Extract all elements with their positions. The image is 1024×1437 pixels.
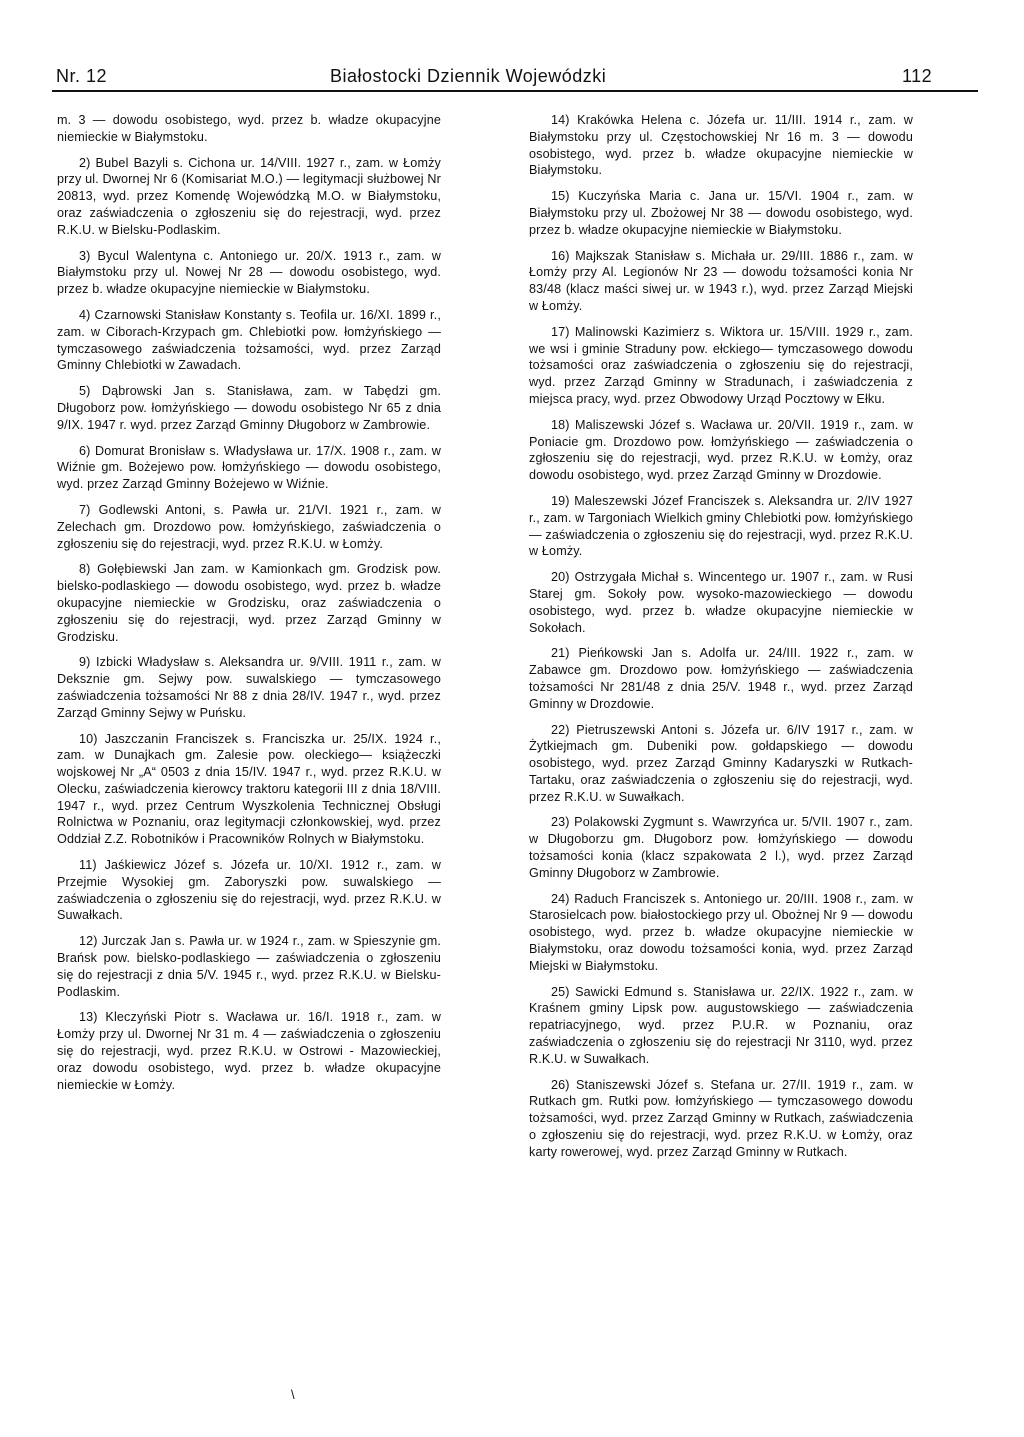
entry-4: 4) Czarnowski Stanisław Konstanty s. Teofila ur. 16/XI. 1899 r., zam. w Ciborach-Krzypach gm. Chlebiotki pow. łomżyńskiego — tymczasowego zaświadczenia tożsamości, wyd. przez Zarząd Gminny Chlebiotki w Zawadach. [57,307,441,373]
page-number: 112 [902,66,933,86]
entry-19: 19) Maleszewski Józef Franciszek s. Aleksandra ur. 2/IV 1927 r., zam. w Targoniach Wielkich gminy Chlebiotki pow. łomżyńskiego — zaświadczenia o zgłoszeniu się do rejestracji, wyd. przez R.K.U. w Łomży. [529,493,913,559]
entry-18: 18) Maliszewski Józef s. Wacława ur. 20/VII. 1919 r., zam. w Poniacie gm. Drozdowo pow. łomżyńskiego — zaświadczenia o zgłoszeniu się do rejestracji, wyd. przez R.K.U. w Łomży, oraz dowodu osobistego, wyd. przez Zarząd Gminny w Drozdowie. [529,417,913,483]
entry-13: 13) Kleczyński Piotr s. Wacława ur. 16/I. 1918 r., zam. w Łomży przy ul. Dwornej Nr 31 m. 4 — zaświadczenia o zgłoszeniu się do rejestracji, wyd. przez R.K.U. w Ostrowi - Mazowieckiej, oraz dowodu osobistego, wyd. przez b. władze okupacyjne niemieckie w Łomży. [57,1010,441,1092]
entry-21: 21) Pieńkowski Jan s. Adolfa ur. 24/III. 1922 r., zam. w Zabawce gm. Drozdowo pow. łomżyńskiego — zaświadczenia tożsamości Nr 281/48 z dnia 25/V. 1948 r., wyd. przez Zarząd Gminny w Drozdowie. [529,646,913,711]
entry-2: 2) Bubel Bazyli s. Cichona ur. 14/VIII. 1927 r., zam. w Łomży przy ul. Dwornej Nr 6 (Komisariat M.O.) — legitymacji służbowej Nr 20813, wyd. przez Komendę Wojewódzką M.O. w Białymstoku, oraz zaświadczenia o zgłoszeniu się do rejestracji, wyd. przez R.K.U. w Bielsku-Podlaskim. [57,155,441,237]
entry-26: 26) Staniszewski Józef s. Stefana ur. 27/II. 1919 r., zam. w Rutkach gm. Rutki pow. łomżyńskiego — tymczasowego dowodu tożsamości, wyd. przez Zarząd Gminny w Rutkach, zaświadczenia o zgłoszeniu się do rejestracji, wyd. przez R.K.U. w Łomży, oraz karty rowerowej, wyd. przez Zarząd Gminny w Rutkach. [529,1077,913,1159]
left-column [57,112,441,1102]
entry-22: 22) Pietruszewski Antoni s. Józefa ur. 6/IV 1917 r., zam. w Żytkiejmach gm. Dubeniki pow. gołdapskiego — dowodu osobistego, wyd. przez Zarząd Gminny Kadaryszki w Rutkach-Tartaku, oraz zaświadczenia o zgłoszeniu się do rejestracji, wyd. przez R.K.U. w Suwałkach. [529,722,913,804]
entry-9: 9) Izbicki Władysław s. Aleksandra ur. 9/VIII. 1911 r., zam. w Deksznie gm. Sejwy pow. suwalskiego — tymczasowego zaświadczenia tożsamości Nr 88 z dnia 28/IV. 1947 r., wyd. przez Zarząd Gminny Sejwy w Puńsku. [57,655,441,720]
entry-6: 6) Domurat Bronisław s. Władysława ur. 17/X. 1908 r., zam. w Wiźnie gm. Bożejewo pow. łomżyńskiego — dowodu osobistego, wyd. przez Zarząd Gminny Bożejewo w Wiźnie. [57,443,441,492]
entry-17: 17) Malinowski Kazimierz s. Wiktora ur. 15/VIII. 1929 r., zam. we wsi i gminie Straduny pow. ełckiego— tymczasowego dowodu tożsamości oraz zaświadczenia o zgłoszeniu się do rejestracji, wyd. przez Zarząd Gminny w Stradunach, i zaświadczenia z miejsca pracy, wyd. przez Obwodowy Urząd Pocztowy w Ełku. [529,324,913,406]
entry-25: 25) Sawicki Edmund s. Stanisława ur. 22/IX. 1922 r., zam. w Kraśnem gminy Lipsk pow. augustowskiego — zaświadczenia repatriacyjnego, wyd. przez P.U.R. w Poznaniu, oraz zaświadczenia o zgłoszeniu się do rejestracji Nr 3110, wyd. przez R.K.U. w Suwałkach. [529,984,913,1066]
entry-24: 24) Raduch Franciszek s. Antoniego ur. 20/III. 1908 r., zam. w Starosielcach pow. białostockiego przy ul. Obożnej Nr 9 — dowodu osobistego, wyd. przez b. władze okupacyjne niemieckie w Białymstoku, oraz dowodu tożsamości konia, wyd. przez Zarząd Miejski w Białymstoku. [529,891,913,973]
right-column [529,112,913,1170]
entry-16: 16) Majkszak Stanisław s. Michała ur. 29/III. 1886 r., zam. w Łomży przy Al. Legionów Nr 23 — dowodu tożsamości konia Nr 83/48 (klacz maści siwej ur. w 1943 r.), wyd. przez Zarząd Miejski w Łomży. [529,248,913,313]
entry-20: 20) Ostrzygała Michał s. Wincentego ur. 1907 r., zam. w Rusi Starej gm. Sokoły pow. wysoko-mazowieckiego — dowodu osobistego, wyd. przez b. władze okupacyjne niemieckie w Sokołach. [529,570,913,635]
entry-14: 14) Krakówka Helena c. Józefa ur. 11/III. 1914 r., zam. w Białymstoku przy ul. Częstochowskiej Nr 16 m. 3 — dowodu osobistego, wyd. przez b. władze okupacyjne niemieckie w Białymstoku. [529,113,913,178]
entry-11: 11) Jaśkiewicz Józef s. Józefa ur. 10/XI. 1912 r., zam. w Przejmie Wysokiej gm. Zaboryszki pow. suwalskiego — zaświadczenia o zgłoszeniu się do rejestracji, wyd. przez R.K.U. w Suwałkach. [57,858,441,923]
entry-8: 8) Gołębiewski Jan zam. w Kamionkach gm. Grodzisk pow. bielsko-podlaskiego — dowodu osobistego, wyd. przez b. władze okupacyjne niemieckie w Grodzisku, oraz zaświadczenia o zgłoszeniu się do rejestracji, wyd. przez Zarząd Gminny w Grodzisku. [57,562,441,644]
entry-1-continued: m. 3 — dowodu osobistego, wyd. przez b. władze okupacyjne niemieckie w Białymstoku. [57,113,441,144]
entry-7: 7) Godlewski Antoni, s. Pawła ur. 21/VI. 1921 r., zam. w Zelechach gm. Drozdowo pow. łomżyńskiego, zaświadczenia o zgłoszeniu się do rejestracji, wyd. przez R.K.U. w Łomży. [57,502,441,551]
stray-print-mark: \ [291,1387,295,1402]
issue-number: Nr. 12 [56,66,108,86]
header-rule [52,90,978,92]
entry-5: 5) Dąbrowski Jan s. Stanisława, zam. w Tabędzi gm. Długoborz pow. łomżyńskiego — dowodu osobistego Nr 65 z dnia 9/IX. 1947 r. wyd. przez Zarząd Gminny Długoborz w Zambrowie. [57,384,441,432]
entry-10: 10) Jaszczanin Franciszek s. Franciszka ur. 25/IX. 1924 r., zam. w Dunajkach gm. Zalesie pow. oleckiego— książeczki wojskowej Nr „A“ 0503 z dnia 15/IV. 1947 r., wyd. przez R.K.U. w Olecku, zaświadczenia kierowcy traktoru kategorii III z dnia 18/VIII. 1947 r., wyd. przez Centrum Wyszkolenia Technicznej Obsługi Rolnictwa w Poznaniu, oraz legitymacji członkowskiej, wyd. przez Oddział Z.Z. Robotników i Pracowników Rolnych w Białymstoku. [57,731,441,847]
entry-23: 23) Polakowski Zygmunt s. Wawrzyńca ur. 5/VII. 1907 r., zam. w Długoborzu gm. Długoborz pow. łomżyńskiego — dowodu tożsamości konia (klacz szpakowata 2 l.), wyd. przez Zarząd Gminny Długoborz w Zambrowie. [529,815,913,880]
entry-15: 15) Kuczyńska Maria c. Jana ur. 15/VI. 1904 r., zam. w Białymstoku przy ul. Zbożowej Nr 38 — dowodu osobistego, wyd. przez b. władze okupacyjne niemieckie w Białymstoku. [529,189,913,237]
entry-12: 12) Jurczak Jan s. Pawła ur. w 1924 r., zam. w Spieszynie gm. Brańsk pow. bielsko-podlaskiego — zaświadczenia o zgłoszeniu się do rejestracji z dnia 5/V. 1945 r., wyd. przez R.K.U. w Bielsku-Podlaskim. [57,934,441,999]
journal-title: Białostocki Dziennik Wojewódzki [330,66,607,86]
entry-3: 3) Bycul Walentyna c. Antoniego ur. 20/X. 1913 r., zam. w Białymstoku przy ul. Nowej Nr 28 — dowodu osobistego, wyd. przez b. władze okupacyjne niemieckie w Białymstoku. [57,248,441,297]
